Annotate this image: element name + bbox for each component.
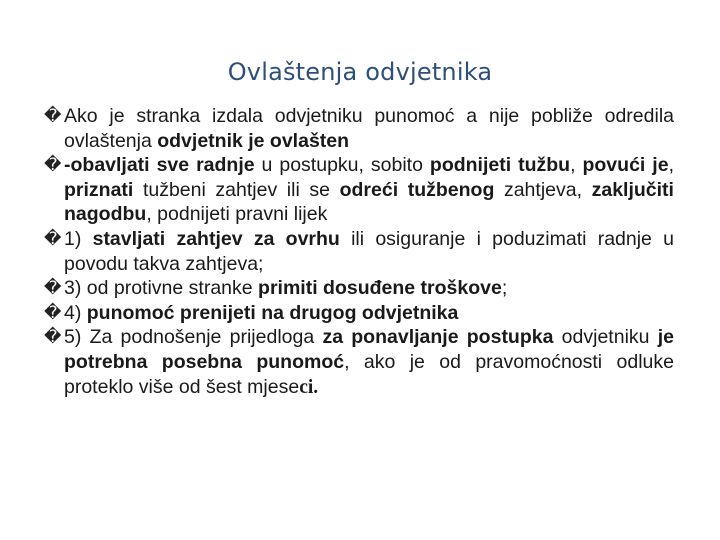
bullet-icon: � xyxy=(44,278,62,298)
text-run: , ako je od pravomoćnosti odluke proteklo više od šest mjese xyxy=(64,350,674,398)
slide-body xyxy=(44,104,674,400)
item-text xyxy=(64,302,458,324)
text-run: , podnijeti pravni lijek xyxy=(146,203,328,226)
list-item xyxy=(44,301,674,326)
text-run: ili osiguranje i poduzimati radnje u povodu takva zahtjeva; xyxy=(64,227,674,275)
item-text xyxy=(64,105,674,152)
bold-text: ci. xyxy=(299,376,319,398)
bullet-icon: � xyxy=(44,327,62,347)
item-text xyxy=(64,228,674,275)
bold-text: odvjetnik je ovlašten xyxy=(157,129,350,152)
bullet-icon: � xyxy=(44,228,62,248)
list-item xyxy=(44,276,674,301)
text-run: , xyxy=(570,154,583,177)
list-item xyxy=(44,227,674,276)
text-run: 4) xyxy=(64,301,87,324)
item-text xyxy=(64,277,507,299)
bullet-icon: � xyxy=(44,302,62,322)
bold-text: punomoć prenijeti na drugog odvjetnika xyxy=(86,301,459,324)
text-run: tužbeni zahtjev ili se xyxy=(133,178,340,201)
text-run: , xyxy=(668,154,674,177)
bold-text: je potrebna posebna punomoć xyxy=(64,326,674,373)
bold-text: priznati xyxy=(64,178,134,201)
text-run: Ako je stranka izdala odvjetniku punomoć a nije pobliže odredila ovlaštenja xyxy=(64,105,674,152)
list-item xyxy=(44,104,674,153)
bold-text: stavljati zahtjev za ovrhu xyxy=(92,227,340,250)
slide-title: Ovlaštenja odvjetnika xyxy=(227,58,493,86)
text-run: odvjetniku xyxy=(553,326,658,349)
text-run: u postupku, sobito xyxy=(254,154,430,177)
item-text xyxy=(64,154,674,225)
bold-text: za ponavljanje postupka xyxy=(322,326,554,349)
bold-text: podnijeti tužbu xyxy=(429,154,571,177)
text-run: zahtjeva, xyxy=(494,178,592,201)
text-run: 1) xyxy=(64,227,93,250)
bold-text: primiti dosuđene troškove xyxy=(258,277,502,300)
bullet-icon: � xyxy=(44,106,62,125)
list-item xyxy=(44,153,674,227)
bold-text: povući je xyxy=(582,154,669,177)
text-run: ; xyxy=(501,277,508,300)
bold-text: odreći tužbenog xyxy=(339,178,495,201)
text-run: 5) Za podnošenje prijedloga xyxy=(64,326,323,349)
bullet-icon: � xyxy=(44,155,62,175)
text-run: 3) od protivne stranke xyxy=(64,277,259,300)
list-item xyxy=(44,325,674,400)
bold-text: zaključiti nagodbu xyxy=(64,178,674,226)
item-text xyxy=(64,326,674,397)
bold-text: -obavljati sve radnje xyxy=(64,154,255,177)
